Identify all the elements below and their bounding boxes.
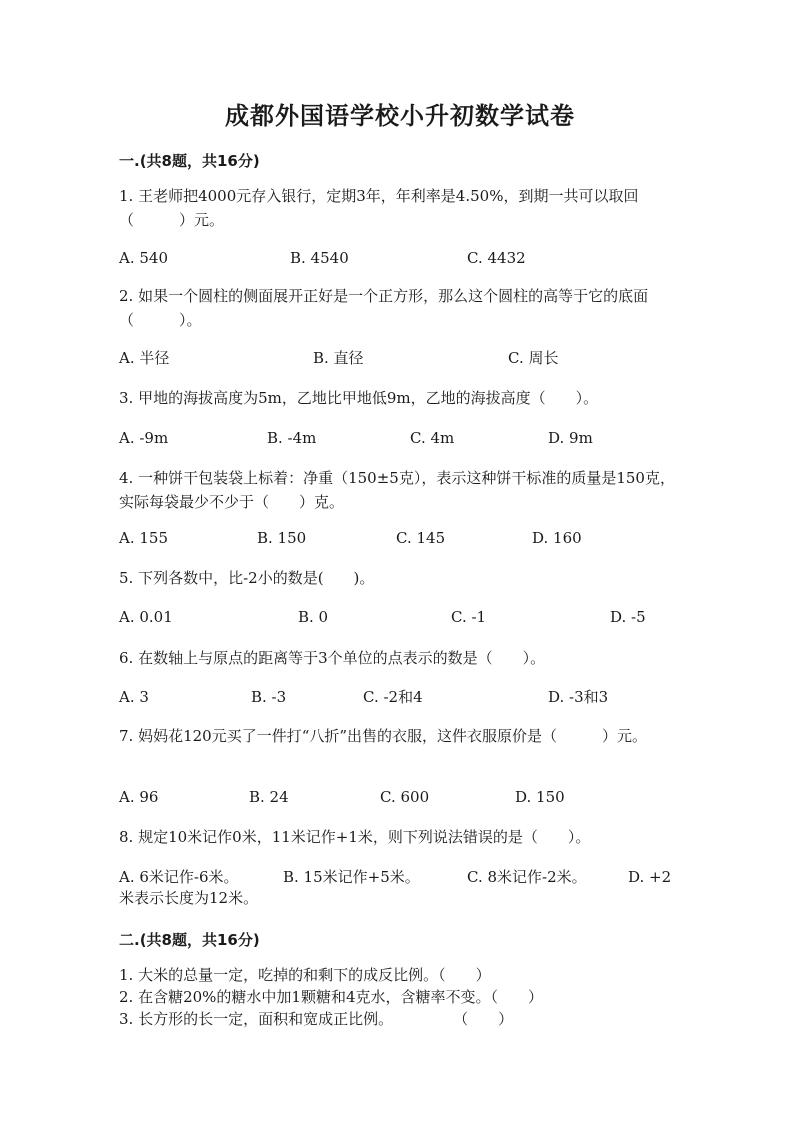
question-7-options — [119, 785, 689, 809]
option-d[interactable]: D. 160 — [532, 529, 582, 547]
question-6-options — [119, 685, 689, 709]
option-b[interactable]: B. 4540 — [290, 249, 349, 267]
question-1-options — [119, 246, 689, 270]
true-false-item-3: 3. 长方形的长一定，面积和宽成正比例。 （ ） — [119, 1010, 514, 1028]
option-d[interactable]: D. +2 — [628, 868, 672, 886]
option-b[interactable]: B. 150 — [257, 529, 307, 547]
option-b[interactable]: B. 直径 — [313, 349, 364, 367]
option-b[interactable]: B. 24 — [249, 788, 289, 806]
question-4: 4. 一种饼干包装袋上标着：净重（150±5克），表示这种饼干标准的质量是150克，实际每袋最少不少于（ ）克。 — [119, 469, 675, 511]
page-title: 成都外国语学校小升初数学试卷 — [225, 102, 575, 130]
option-c[interactable]: C. 4m — [410, 429, 455, 447]
question-8-option-d-continuation: 米表示长度为12米。 — [119, 889, 259, 907]
question-3: 3. 甲地的海拔高度为5m，乙地比甲地低9m，乙地的海拔高度（ ）。 — [119, 389, 599, 407]
true-false-item-1: 1. 大米的总量一定，吃掉的和剩下的成反比例。（ ） — [119, 966, 491, 984]
option-a[interactable]: A. 155 — [119, 529, 168, 547]
question-2: 2. 如果一个圆柱的侧面展开正好是一个正方形，那么这个圆柱的高等于它的底面（ ）。 — [119, 287, 649, 329]
question-5: 5. 下列各数中，比-2小的数是( )。 — [119, 569, 375, 587]
option-d[interactable]: D. 9m — [548, 429, 593, 447]
question-8: 8. 规定10米记作0米，11米记作+1米，则下列说法错误的是（ ）。 — [119, 828, 591, 846]
option-a[interactable]: A. 半径 — [119, 349, 170, 367]
option-c[interactable]: C. 4432 — [467, 249, 526, 267]
option-c[interactable]: C. 600 — [380, 788, 430, 806]
option-a[interactable]: A. 6米记作-6米。 — [119, 868, 239, 886]
option-d[interactable]: D. -3和3 — [548, 688, 609, 706]
option-a[interactable]: A. -9m — [119, 429, 169, 447]
question-7: 7. 妈妈花120元买了一件打“八折”出售的衣服，这件衣服原价是（ ）元。 — [119, 727, 648, 745]
question-2-options — [119, 346, 689, 370]
option-c[interactable]: C. 8米记作-2米。 — [467, 868, 587, 886]
question-6: 6. 在数轴上与原点的距离等于3个单位的点表示的数是（ ）。 — [119, 649, 546, 667]
option-a[interactable]: A. 540 — [119, 249, 168, 267]
question-3-options — [119, 426, 689, 450]
option-b[interactable]: B. 0 — [298, 608, 329, 626]
option-a[interactable]: A. 96 — [119, 788, 159, 806]
option-c[interactable]: C. 145 — [396, 529, 446, 547]
option-d[interactable]: D. -5 — [610, 608, 646, 626]
question-4-options — [119, 526, 689, 550]
option-a[interactable]: A. 0.01 — [119, 608, 173, 626]
section-1-heading: 一.(共8题，共16分) — [119, 152, 260, 170]
question-1: 1. 王老师把4000元存入银行，定期3年，年利率是4.50%，到期一共可以取回（ ）元。 — [119, 187, 639, 229]
question-5-options — [119, 605, 689, 629]
option-c[interactable]: C. -2和4 — [363, 688, 423, 706]
option-c[interactable]: C. -1 — [451, 608, 487, 626]
true-false-item-2: 2. 在含糖20%的糖水中加1颗糖和4克水，含糖率不变。（ ） — [119, 988, 544, 1006]
option-c[interactable]: C. 周长 — [508, 349, 559, 367]
section-2-heading: 二.(共8题，共16分) — [119, 931, 260, 949]
option-b[interactable]: B. -3 — [251, 688, 287, 706]
option-b[interactable]: B. -4m — [267, 429, 317, 447]
option-b[interactable]: B. 15米记作+5米。 — [283, 868, 420, 886]
option-d[interactable]: D. 150 — [515, 788, 565, 806]
option-a[interactable]: A. 3 — [119, 688, 149, 706]
